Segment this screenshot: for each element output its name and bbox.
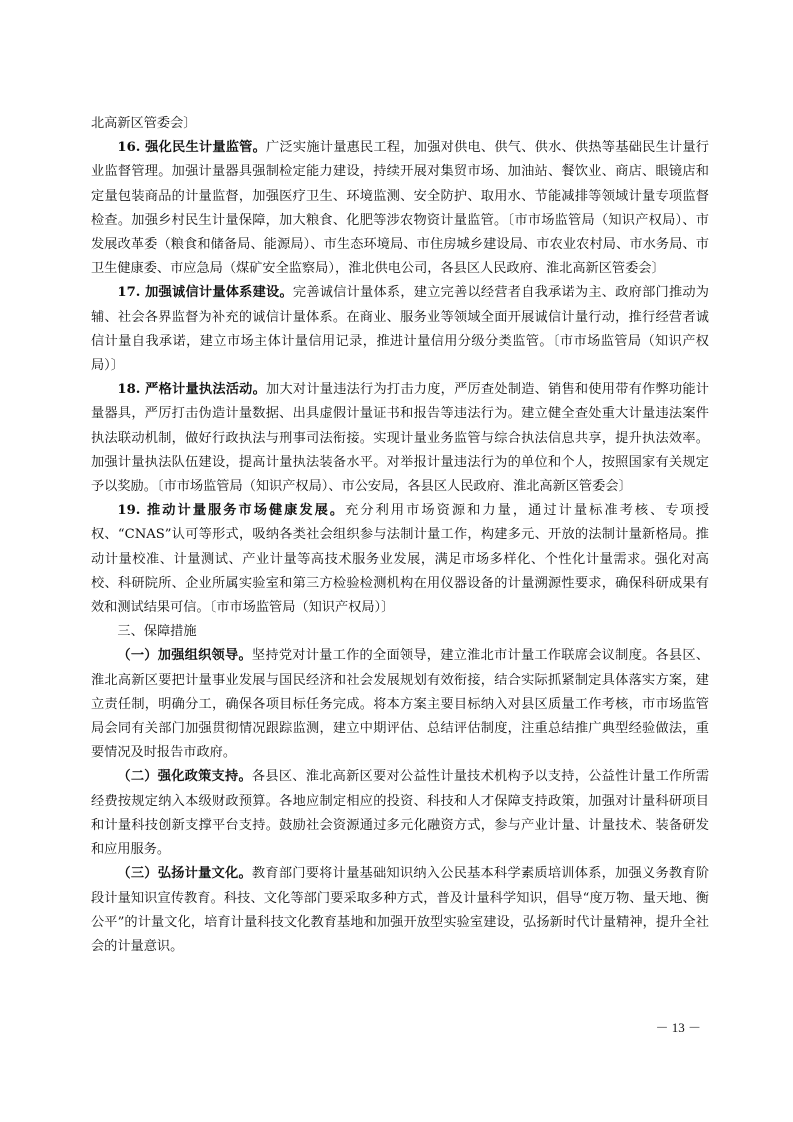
paragraph-item-18 xyxy=(91,378,709,499)
page-number: － 13 － xyxy=(655,1020,701,1035)
section-heading xyxy=(91,620,709,644)
paragraph-text: 坚持党对计量工作的全面领导，建立淮北市计量工作联席会议制度。各县区、淮北高新区要把计量事业发展与国民经济和社会发展规划有效衔接，结合实际抓紧制定具体落实方案，建立责任制，明确分工，确保各项目标任务完成。将本方案主要目标纳入对县区质量工作考核，市市场监管局会同有关部门加强贯彻情况跟踪监测，建立中期评估、总结评估制度，注重总结推广典型经验做法，重要情况及时报告市政府。 xyxy=(91,648,710,761)
measure-heading: （三）弘扬计量文化。 xyxy=(117,866,252,882)
item-heading: 16. 强化民生计量监管。 xyxy=(117,140,267,156)
paragraph-text: 加大对计量违法行为打击力度，严厉查处制造、销售和使用带有作弊功能计量器具，严厉打击伪造计量数据、出具虚假计量证书和报告等违法行为。建立健全查处重大计量违法案件执法联动机制，做好行政执法与刑事司法衔接。实现计量业务监管与综合执法信息共享，提升执法效率。加强计量执法队伍建设，提高计量执法装备水平。对举报计量违法行为的单位和个人，按照国家有关规定予以奖励。〔市市场监管局（知识产权局）、市公安局，各县区人民政府、淮北高新区管委会〕 xyxy=(91,382,709,495)
measure-heading: （一）加强组织领导。 xyxy=(117,648,252,664)
paragraph-text: 广泛实施计量惠民工程，加强对供电、供气、供水、供热等基础民生计量行业监督管理。加强计量器具强制检定能力建设，持续开展对集贸市场、加油站、餐饮业、商店、眼镜店和定量包装商品的计量监督，加强医疗卫生、环境监测、安全防护、取用水、节能减排等领域计量专项监督检查。加强乡村民生计量保障，加大粮食、化肥等涉农物资计量监管。〔市市场监管局（知识产权局）、市发展改革委（粮食和储备局、能源局）、市生态环境局、市住房城乡建设局、市农业农村局、市水务局、市卫生健康委、市应急局（煤矿安全监察局），淮北供电公司，各县区人民政府、淮北高新区管委会〕 xyxy=(91,140,709,277)
document-body xyxy=(91,112,709,959)
paragraph-measure-3 xyxy=(91,862,709,959)
item-heading: 17. 加强诚信计量体系建设。 xyxy=(117,285,293,301)
paragraph-text: 充分利用市场资源和力量，通过计量标准考核、专项授权、“CNAS”认可等形式，吸纳各类社会组织参与法制计量工作，构建多元、开放的法制计量新格局。推动计量校准、计量测试、产业计量等高技术服务业发展，满足市场多样化、个性化计量需求。强化对高校、科研院所、企业所属实验室和第三方检验检测机构在用仪器设备的计量溯源性要求，确保科研成果有效和测试结果可信。〔市市场监管局（知识产权局）〕 xyxy=(91,503,709,616)
paragraph-item-16 xyxy=(91,136,709,281)
item-heading: 19. 推动计量服务市场健康发展。 xyxy=(117,503,346,519)
paragraph-text: 各县区、淮北高新区要对公益性计量技术机构予以支持，公益性计量工作所需经费按规定纳入本级财政预算。各地应制定相应的投资、科技和人才保障支持政策，加强对计量科研项目和计量科技创新支撑平台支持。鼓励社会资源通过多元化融资方式，参与产业计量、计量技术、装备研发和应用服务。 xyxy=(91,769,710,858)
paragraph-item-19 xyxy=(91,499,709,620)
paragraph-text: 完善诚信计量体系，建立完善以经营者自我承诺为主、政府部门推动为辅、社会各界监督为补充的诚信计量体系。在商业、服务业等领域全面开展诚信计量行动，推行经营者诚信计量自我承诺，建立市场主体计量信用记录，推进计量信用分级分类监管。〔市市场监管局（知识产权局）〕 xyxy=(91,285,709,374)
paragraph-text: 教育部门要将计量基础知识纳入公民基本科学素质培训体系，加强义务教育阶段计量知识宣传教育。科技、文化等部门要采取多种方式，普及计量科学知识，倡导“度万物、量天地、衡公平”的计量文化，培育计量科技文化教育基地和加强开放型实验室建设，弘扬新时代计量精神，提升全社会的计量意识。 xyxy=(91,866,710,954)
item-heading: 18. 严格计量执法活动。 xyxy=(117,382,267,398)
paragraph-text: 北高新区管委会〕 xyxy=(91,116,197,131)
paragraph-measure-1 xyxy=(91,644,709,765)
paragraph-item-17 xyxy=(91,281,709,378)
paragraph-continuation xyxy=(91,112,709,136)
paragraph-measure-2 xyxy=(91,765,709,862)
measure-heading: （二）强化政策支持。 xyxy=(117,769,252,785)
section-title: 三、保障措施 xyxy=(117,624,197,640)
